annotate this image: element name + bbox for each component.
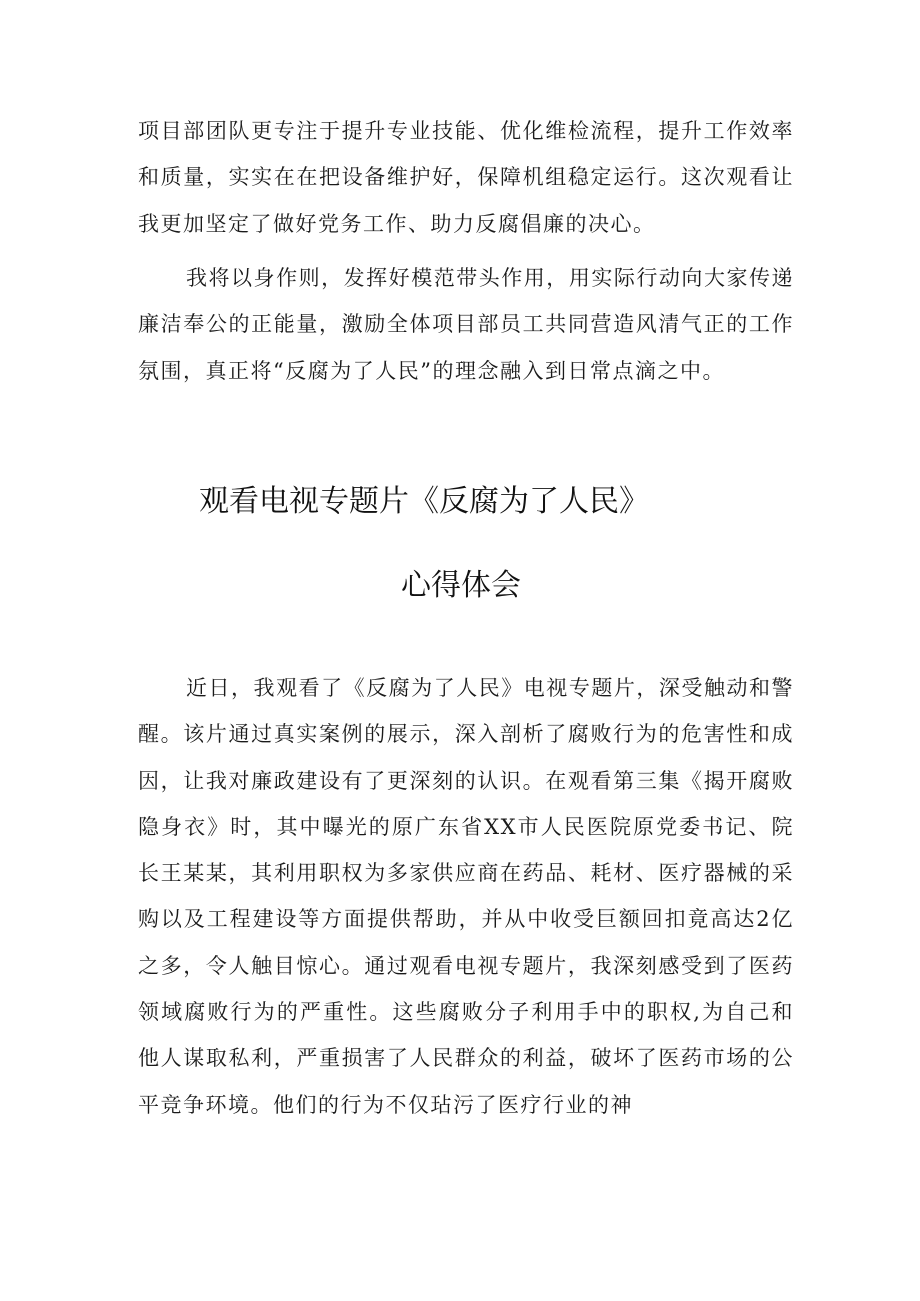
paragraph-commitment: 我将以身作则，发挥好模范带头作用，用实际行动向大家传递廉洁奉公的正能量，激励全体项目部员工共同营造风清气正的工作氛围，真正将“反腐为了人民”的理念融入到日常点滴之中。 xyxy=(138,266,794,383)
paragraph-reflection: 近日，我观看了《反腐为了人民》电视专题片，深受触动和警醒。该片通过真实案例的展示，深入剖析了腐败行为的危害性和成因，让我对廉政建设有了更深刻的认识。在观看第三集《揭开腐败隐身衣》时，其中曝光的原广东省XX市人民医院原党委书记、院长王某某，其利用职权为多家供应商在药品、耗材、医疗器械的采购以及工程建设等方面提供帮助，并从中收受巨额回扣竟高达2亿之多，令人触目惊心。通过观看电视专题片，我深刻感受到了医药领域腐败行为的严重性。这些腐败分子利用手中的职权,为自己和他人谋取私利，严重损害了人民群众的利益，破坏了医药市场的公平竞争环境。他们的行为不仅玷污了医疗行业的神 xyxy=(138,676,794,1117)
paragraph-continued: 项目部团队更专注于提升专业技能、优化维检流程，提升工作效率和质量，实实在在把设备维护好，保障机组稳定运行。这次观看让我更加坚定了做好党务工作、助力反腐倡廉的决心。 xyxy=(138,119,794,236)
article-title-line-2: 心得体会 xyxy=(401,568,521,603)
article-title-line-1: 观看电视专题片《反腐为了人民》 xyxy=(199,484,649,519)
